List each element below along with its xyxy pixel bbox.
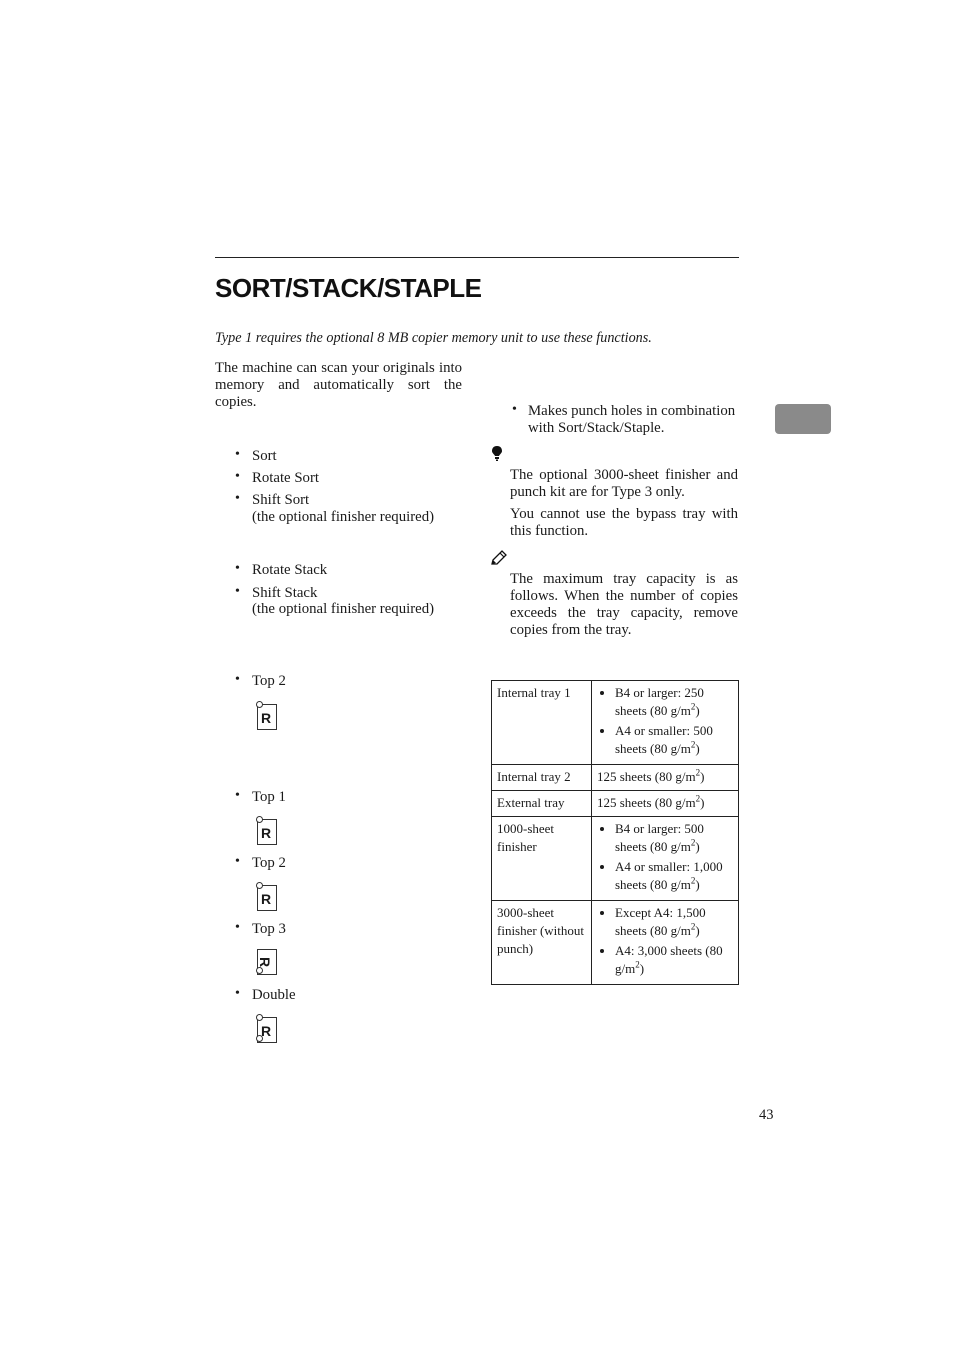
staple-double-icon: R <box>257 1017 277 1043</box>
staple-top2-icon: R <box>257 885 277 911</box>
list-item: Shift Stack <box>252 585 318 601</box>
list-item-note: (the optional finisher required) <box>252 509 435 525</box>
table-cell-tray: 3000-sheet finisher (without punch) <box>492 901 592 985</box>
staple-top1-icon: R <box>257 819 277 845</box>
list-item: Top 2 <box>252 673 286 689</box>
page-title: SORT/STACK/STAPLE <box>215 273 482 303</box>
list-item-note: (the optional finisher required) <box>252 601 435 617</box>
type-note: Type 1 requires the optional 8 MB copier memory unit to use these functions. <box>215 330 652 346</box>
chapter-tab-marker <box>775 404 831 434</box>
list-item: Shift Sort <box>252 492 310 508</box>
table-row <box>492 901 739 985</box>
lightbulb-icon <box>490 445 504 467</box>
list-item: Top 1 <box>252 789 286 805</box>
table-cell-capacity: 125 sheets (80 $g/m^2$) <box>592 791 739 817</box>
list-item: • Except A4: 1,500 sheets (80 $g/m^2$) <box>615 904 734 940</box>
bullet: • <box>235 561 240 576</box>
table-row <box>492 681 739 765</box>
table-cell-tray: Internal tray 1 <box>492 681 592 765</box>
list-item: • A4: 3,000 sheets (80 $g/m^2$) <box>615 942 734 978</box>
table-cell-tray: External tray <box>492 791 592 817</box>
bullet: • <box>235 469 240 484</box>
staple-top3-icon: R <box>257 949 277 975</box>
bullet: • <box>235 854 240 869</box>
top-rule <box>215 257 739 258</box>
bullet: • <box>235 584 240 599</box>
list-item: • A4 or smaller: 1,000 sheets (80 $g/m^2$) <box>615 858 734 894</box>
list-item: Sort <box>252 448 277 464</box>
punch-item: Makes punch holes in combination with Sort/Stack/Staple. <box>528 403 736 436</box>
table-row <box>492 765 739 791</box>
table-cell-capacity <box>592 817 739 901</box>
bullet: • <box>235 986 240 1001</box>
list-item: Double <box>252 987 296 1003</box>
bullet: • <box>235 447 240 462</box>
table-row <box>492 791 739 817</box>
table-cell-capacity: 125 sheets (80 $g/m^2$) <box>592 765 739 791</box>
pencil-icon <box>490 550 508 571</box>
list-item: Rotate Stack <box>252 562 328 578</box>
important-text-2: You cannot use the bypass tray with this function. <box>510 506 738 539</box>
list-item: Rotate Sort <box>252 470 319 486</box>
list-item: Top 3 <box>252 921 286 937</box>
list-item: • B4 or larger: 250 sheets (80 $g/m^2$) <box>615 684 734 720</box>
important-text-1: The optional 3000-sheet finisher and punch kit are for Type 3 only. <box>510 467 738 500</box>
table-cell-capacity <box>592 901 739 985</box>
list-item: • A4 or smaller: 500 sheets (80 $g/m^2$) <box>615 722 734 758</box>
table-cell-tray: Internal tray 2 <box>492 765 592 791</box>
capacity-table <box>491 680 739 985</box>
intro-paragraph: The machine can scan your originals into memory and automatically sort the copies. <box>215 360 462 410</box>
list-item: • B4 or larger: 500 sheets (80 $g/m^2$) <box>615 820 734 856</box>
note-text: The maximum tray capacity is as follows. When the number of copies exceeds the tray capacity, remove copies from the tray. <box>510 571 738 638</box>
bullet: • <box>235 491 240 506</box>
staple-top2-icon: R <box>257 704 277 730</box>
list-item: Top 2 <box>252 855 286 871</box>
table-row <box>492 817 739 901</box>
bullet: • <box>235 920 240 935</box>
bullet: • <box>235 672 240 687</box>
bullet: • <box>512 402 517 417</box>
table-cell-tray: 1000-sheet finisher <box>492 817 592 901</box>
page-number: 43 <box>759 1107 774 1123</box>
table-cell-capacity <box>592 681 739 765</box>
bullet: • <box>235 788 240 803</box>
